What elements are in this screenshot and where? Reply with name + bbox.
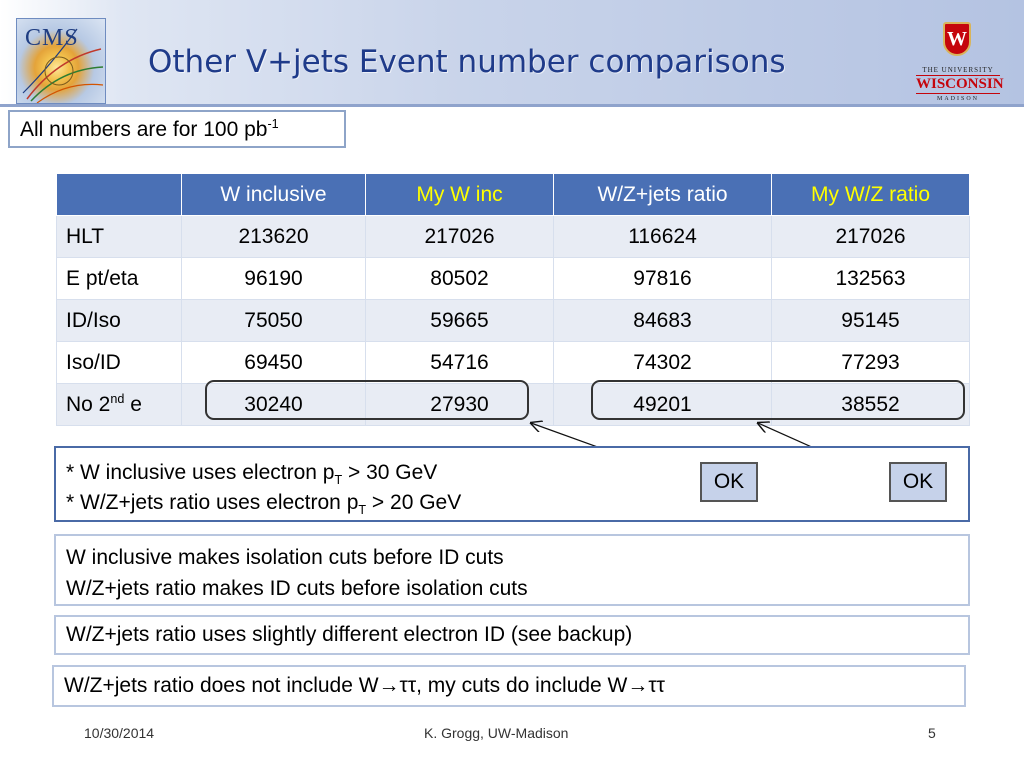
cut-note-line1-prefix: * W inclusive uses electron p (66, 461, 335, 484)
table-cell: 213620 (182, 216, 366, 258)
table-cell: 59665 (366, 300, 554, 342)
table-cell: 74302 (554, 342, 772, 384)
table-row (57, 216, 970, 258)
table-cell: 96190 (182, 258, 366, 300)
row-label-tail: e (124, 392, 142, 416)
table-cell: 49201 (554, 384, 772, 426)
row-label: HLT (57, 216, 182, 258)
cms-logo-icon (16, 18, 106, 104)
table-cell: 217026 (366, 216, 554, 258)
table-cell: 97816 (554, 258, 772, 300)
ok-label-wz: OK (889, 462, 947, 502)
cut-note-line2-sub: T (358, 503, 367, 518)
table-header-wz-jets-ratio: W/Z+jets ratio (554, 174, 772, 216)
uw-crest-icon: W (943, 22, 971, 56)
table-cell: 75050 (182, 300, 366, 342)
ok-label-w: OK (700, 462, 758, 502)
table-cell: 30240 (182, 384, 366, 426)
table-cell: 217026 (772, 216, 970, 258)
row-label: Iso/ID (57, 342, 182, 384)
units-note-text: All numbers are for 100 pb (20, 118, 268, 141)
uw-logo-line2: WISCONSIN (916, 76, 1004, 92)
cut-note-line1 (66, 458, 968, 488)
table-cell: 132563 (772, 258, 970, 300)
table-cell: 77293 (772, 342, 970, 384)
row-label: ID/Iso (57, 300, 182, 342)
cut-note-line1-suffix: > 30 GeV (342, 461, 438, 484)
row-label (57, 384, 182, 426)
uw-madison-logo-icon (916, 20, 1004, 106)
footer-page-number: 5 (928, 725, 936, 741)
footer-author: K. Grogg, UW-Madison (424, 725, 569, 741)
table-cell: 54716 (366, 342, 554, 384)
table-header-corner (57, 174, 182, 216)
order-note-box (54, 534, 970, 606)
table-cell: 69450 (182, 342, 366, 384)
table-header-w-inclusive: W inclusive (182, 174, 366, 216)
cut-note-box (54, 446, 970, 522)
units-note (8, 110, 346, 148)
table-header-my-w-inc: My W inc (366, 174, 554, 216)
order-note-line2: W/Z+jets ratio makes ID cuts before isolation cuts (66, 577, 528, 600)
table-header-my-wz-ratio: My W/Z ratio (772, 174, 970, 216)
cms-logo-text: CMS (25, 25, 79, 51)
row-label-main: No 2 (66, 392, 111, 416)
table-cell: 95145 (772, 300, 970, 342)
table-row (57, 258, 970, 300)
highlight-box-wz (591, 380, 965, 420)
table-header-row (57, 174, 970, 216)
table-cell: 116624 (554, 216, 772, 258)
cut-note-line2-prefix: * W/Z+jets ratio uses electron p (66, 491, 359, 514)
cut-note-line2-suffix: > 20 GeV (366, 491, 462, 514)
table-row (57, 342, 970, 384)
table-cell: 84683 (554, 300, 772, 342)
table-cell: 80502 (366, 258, 554, 300)
table-row (57, 300, 970, 342)
uw-logo-line1: THE UNIVERSITY (922, 66, 994, 74)
row-label: E pt/eta (57, 258, 182, 300)
row-label-sup: nd (110, 391, 125, 406)
highlight-box-w (205, 380, 529, 420)
cut-note-line2 (66, 488, 968, 518)
table-cell: 38552 (772, 384, 970, 426)
tau-note-box: W/Z+jets ratio does not include W→ττ, my cuts do include W→ττ (52, 665, 966, 707)
order-note-line1: W inclusive makes isolation cuts before ID cuts (66, 546, 504, 569)
page-title: Other V+jets Event number comparisons (148, 44, 786, 80)
cut-note-line1-sub: T (334, 473, 343, 488)
id-note-box: W/Z+jets ratio uses slightly different electron ID (see backup) (54, 615, 970, 655)
units-note-exponent: -1 (267, 117, 279, 131)
uw-logo-line3: MADISON (936, 96, 979, 102)
footer-date: 10/30/2014 (84, 725, 155, 741)
table-cell: 27930 (366, 384, 554, 426)
